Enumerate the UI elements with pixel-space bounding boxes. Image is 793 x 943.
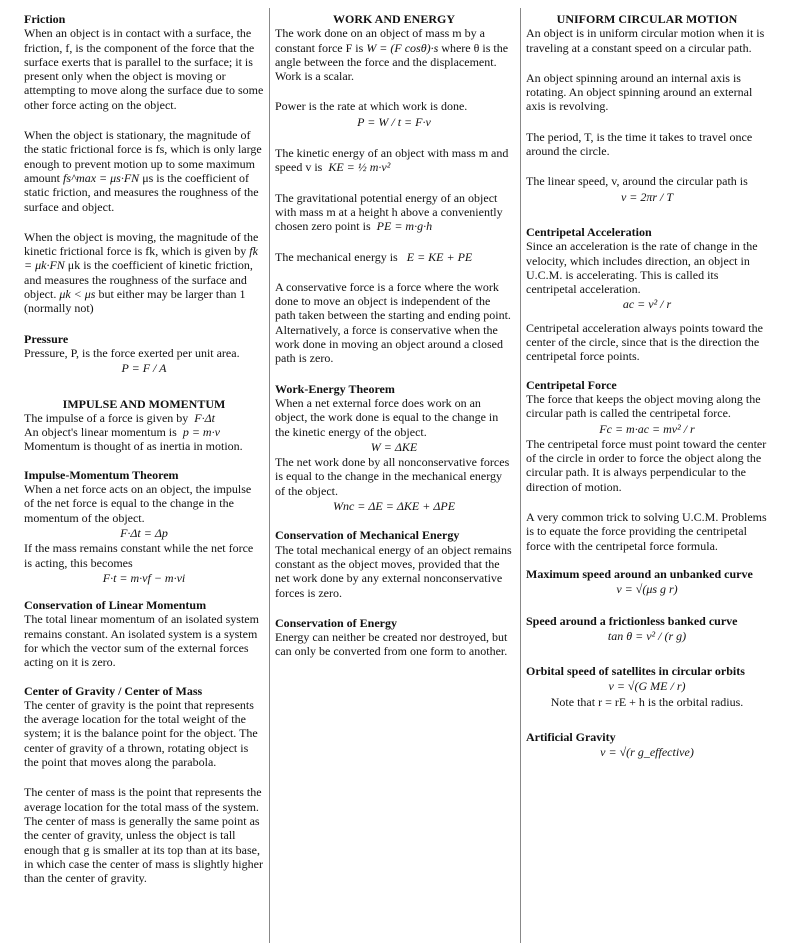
column-divider (520, 8, 521, 943)
artificial-gravity-heading: Artificial Gravity (526, 729, 616, 744)
centripetal-force-heading: Centripetal Force (526, 377, 617, 392)
potential-energy-equation: PE = m·g·h (376, 219, 433, 234)
ca-paragraph-2: Centripetal acceleration always points toward the center of the circle, since that is the direction the centripetal force points. (526, 320, 763, 364)
artificial-gravity-equation: v = √(r g_effective) (600, 745, 694, 760)
coe-paragraph: Energy can neither be created nor destroyed, but can only be converted from one form to another. (275, 630, 508, 659)
colm-paragraph: The total linear momentum of an isolated system remains constant. An isolated system is a system for which the vector sum of the external forces acting on it is zero. (24, 612, 259, 670)
potential-energy-paragraph: The gravitational potential energy of an object with mass m at a height h above a conveniently chosen zero point is PE = m·g·h (275, 190, 503, 234)
kinetic-energy-paragraph: The kinetic energy of an object with mass m and speed v is KE = ½ m·v² (275, 146, 509, 175)
pressure-paragraph: Pressure, P, is the force exerted per unit area. (24, 345, 240, 360)
ca-paragraph-1: Since an acceleration is the rate of change in the velocity, which includes direction, an object in U.C.M. is accelerating. This is called its centripetal acceleration. (526, 239, 758, 297)
cf-paragraph-1: The force that keeps the object moving along the circular path is called the centripetal force. (526, 391, 761, 421)
wet-paragraph-2: The net work done by all nonconservative forces is equal to the change in the mechanical energy of the object. (275, 455, 510, 498)
period-paragraph: The period, T, is the time it takes to travel once around the circle. (526, 129, 753, 159)
wet-equation-1: W = ΔKE (370, 439, 418, 454)
imt-paragraph-2: If the mass remains constant while the net force is acting, this becomes (24, 541, 254, 570)
centripetal-acceleration-heading: Centripetal Acceleration (526, 224, 652, 239)
friction-heading: Friction (24, 12, 66, 26)
center-of-gravity-heading: Center of Gravity / Center of Mass (24, 683, 203, 698)
pressure-equation: P = F / A (121, 361, 167, 376)
kinetic-friction-equation: fk = μk·FN (24, 244, 258, 273)
centripetal-force-equation: Fc = m·ac = mv² / r (599, 421, 695, 436)
work-energy-theorem-heading: Work-Energy Theorem (275, 381, 395, 396)
cog-paragraph-2: The center of mass is the point that represents the average location for the total mass of the system. The center of mass is generally the same point as the center of gravity, unless the object is tall enough that g is smaller at its top than at its base, in which case the center of mass is slightly higher than the center of gravity. (24, 785, 263, 886)
orbital-speed-equation: v = √(G ME / r) (608, 679, 686, 694)
work-paragraph: The work done on an object of mass m by a constant force F is W = (F cosθ)·s where θ is the angle between the force and the displacement. Work is a scalar. (275, 26, 509, 84)
ucm-trick-paragraph: A very common trick to solving U.C.M. Problems is to equate the force providing the centripetal force with the centripetal force formula. (526, 510, 767, 553)
centripetal-acceleration-equation: ac = v² / r (622, 297, 672, 312)
imt-equation-2: F·t = m·vf − m·vi (102, 570, 186, 585)
friction-paragraph-2: When the object is stationary, the magnitude of the static frictional force is fs, which is only large enough to prevent motion up to some maximum amount fs^max = μs·FN μs is the coefficient of static friction, and measures the roughness of the surface and object. (24, 128, 262, 214)
conservation-energy-heading: Conservation of Energy (275, 615, 397, 630)
banked-curve-heading: Speed around a frictionless banked curve (526, 613, 738, 628)
work-equation: W = (F cosθ)·s (366, 40, 439, 55)
conservative-force-paragraph: A conservative force is a force where the work done to move an object is independent of the path taken between the starting and ending point. Alternatively, a force is conservative when the work done in moving an object around a closed path is zero. (275, 279, 511, 366)
ucm-paragraph-2: An object spinning around an internal axis is rotating. An object spinning around an external axis is revolving. (526, 70, 753, 114)
ucm-paragraph-1: An object is in uniform circular motion when it is traveling at a constant speed on a circular path. (526, 26, 765, 55)
wet-paragraph-1: When a net external force does work on an object, the work done is equal to the change in the kinetic energy of the object. (275, 395, 499, 439)
come-paragraph: The total mechanical energy of an object remains constant as the object moves, provided that the net work done by any external nonconservative forces is zero. (275, 542, 512, 600)
power-paragraph: Power is the rate at which work is done. (275, 99, 468, 114)
power-equation: P = W / t = F·v (357, 114, 431, 129)
unbanked-curve-equation: v = √(μs g r) (616, 582, 678, 597)
wet-equation-2: Wnc = ΔE = ΔKE + ΔPE (332, 499, 456, 514)
momentum-inertia-line: Momentum is thought of as inertia in motion. (24, 439, 243, 454)
column-divider (269, 8, 270, 943)
impulse-momentum-theorem-heading: Impulse-Momentum Theorem (24, 467, 179, 482)
linear-speed-equation: v = 2πr / T (620, 189, 674, 204)
friction-paragraph-1: When an object is in contact with a surface, the friction, f, is the component of the force that the surface exerts that is parallel to the surface; it is present only when the object is moving or attempting to move along the surface due to some other force acting on the object. (24, 26, 264, 112)
kinetic-energy-equation: KE = ½ m·v² (328, 160, 391, 175)
cf-paragraph-2: The centripetal force must point toward the center of the circle in order to force the object along the circular path. It is always perpendicular to the direction of motion. (526, 436, 767, 494)
momentum-equation: p = m·v (182, 425, 220, 440)
impulse-line: The impulse of a force is given by F·Δt (24, 410, 216, 425)
momentum-line: An object's linear momentum is p = m·v (24, 425, 220, 440)
uniform-circular-motion-heading: UNIFORM CIRCULAR MOTION (556, 12, 738, 26)
conservation-mechanical-energy-heading: Conservation of Mechanical Energy (275, 528, 460, 543)
column-2 (275, 12, 513, 937)
pressure-heading: Pressure (24, 331, 69, 346)
static-friction-equation: fs^max = μs·FN (63, 170, 140, 185)
column-1 (24, 12, 264, 937)
friction-inequality: μk < μs (59, 287, 96, 302)
friction-paragraph-3: When the object is moving, the magnitude of the kinetic frictional force is fk, which is given by fk = μk·FN μk is the coefficient of kinetic friction, and measures the roughness of the surface and object. μk < μs but either may be larger than 1 (normally not) (24, 229, 259, 316)
impulse-equation: F·Δt (194, 410, 216, 425)
imt-equation-1: F·Δt = Δp (120, 525, 168, 540)
work-energy-heading: WORK AND ENERGY (332, 12, 455, 26)
orbital-speed-heading: Orbital speed of satellites in circular orbits (526, 664, 745, 679)
conservation-linear-momentum-heading: Conservation of Linear Momentum (24, 598, 207, 613)
unbanked-curve-heading: Maximum speed around an unbanked curve (526, 566, 753, 581)
column-3 (526, 12, 768, 937)
mechanical-energy-equation: E = KE + PE (406, 249, 473, 264)
mechanical-energy-paragraph: The mechanical energy is E = KE + PE (275, 249, 473, 264)
cog-paragraph-1: The center of gravity is the point that represents the average location for the total weight of the system; it is the balance point for the object. The center of gravity of a thrown, rotating object is the point that moves along the parabola. (24, 697, 258, 770)
orbital-radius-note: Note that r = rE + h is the orbital radius. (550, 694, 744, 709)
impulse-momentum-heading: IMPULSE AND MOMENTUM (62, 396, 226, 411)
banked-curve-equation: tan θ = v² / (r g) (607, 628, 687, 643)
imt-paragraph-1: When a net force acts on an object, the impulse of the net force is equal to the change in the momentum of the object. (24, 482, 252, 525)
linear-speed-paragraph: The linear speed, v, around the circular path is (526, 174, 748, 189)
